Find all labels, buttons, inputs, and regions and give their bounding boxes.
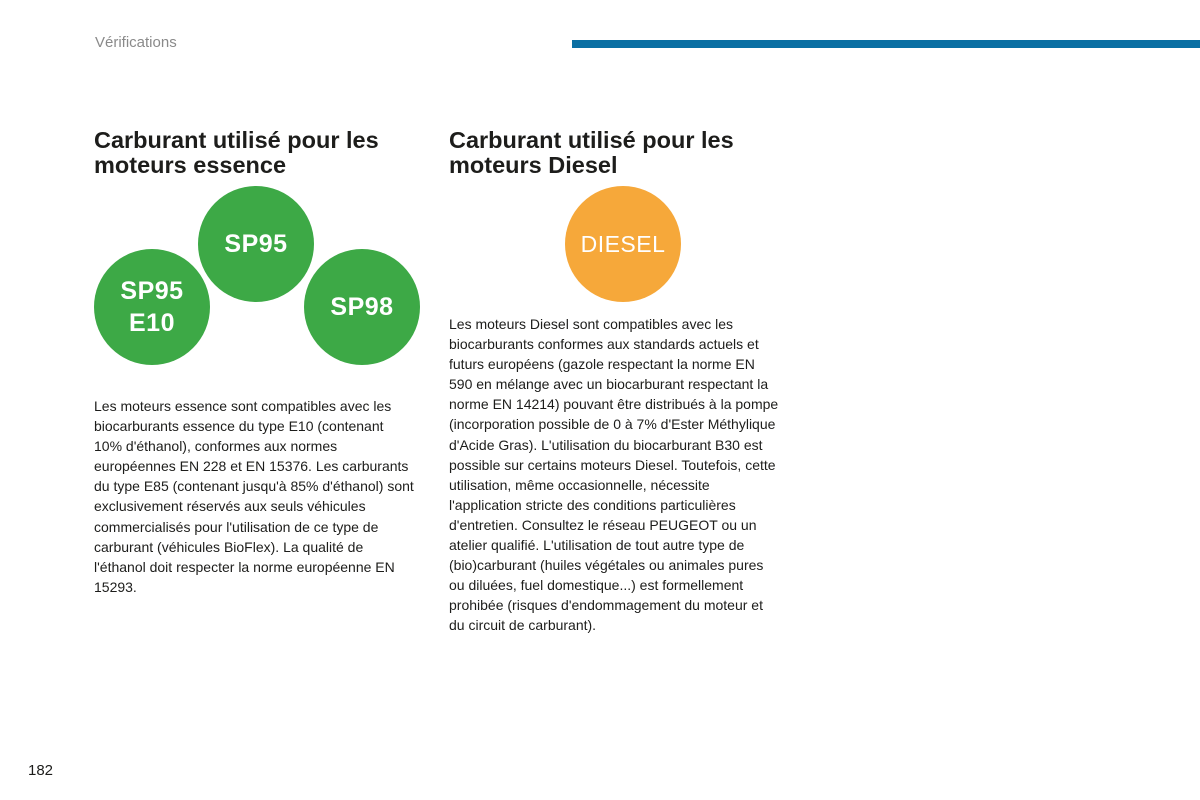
petrol-fuel-text: Les moteurs essence sont compatibles avec les biocarburants essence du type E10 (contenant 10% d'éthanol), conformes aux normes européennes EN 228 et EN 15376. Les carburants du type E85 (contenant jusqu'à 85% d'éthanol) sont exclusivement réservés aux seuls véhicules commercialisés pour l'utilisation de ce type de carburant (véhicules BioFlex). La qualité de l'éthanol doit respecter la norme européenne EN 15293. (94, 398, 414, 595)
diesel-label: DIESEL (580, 230, 666, 257)
diesel-fuel-heading: Carburant utilisé pour les moteurs Diesel (449, 127, 734, 178)
header-bar (572, 40, 1200, 48)
diesel-fuel-text: Les moteurs Diesel sont compatibles avec les biocarburants conformes aux standards actuels et futurs européens (gazole respectant la norme EN 590 en mélange avec un biocarburant respectant la norme EN 14214) pouvant être distribués à la pompe (incorporation possible de 0 à 7% d'Ester Méthylique d'Acide Gras). L'utilisation du biocarburant B30 est possible sur certains moteurs Diesel. Toutefois, cette utilisation, même occasionnelle, nécessite l'application stricte des conditions particulières d'entretien. Consultez le réseau PEUGEOT ou un atelier qualifié. L'utilisation de tout autre type de (bio)carburant (huiles végétales ou animales pures ou diluées, fuel domestique...) est formellement prohibée (risques d'endommagement du moteur et du circuit de carburant). (449, 316, 779, 634)
page-number: 182 (28, 762, 54, 779)
diesel-fuel-badges (449, 186, 779, 302)
diesel-badge (565, 186, 681, 302)
sp95-e10-label: SP95 E10 (120, 277, 184, 337)
sp98-label: SP98 (330, 293, 394, 321)
petrol-fuel-column (94, 128, 424, 597)
petrol-fuel-heading: Carburant utilisé pour les moteurs essence (94, 127, 379, 178)
sp95-label: SP95 (224, 230, 288, 258)
petrol-fuel-badges (94, 186, 424, 370)
diesel-fuel-column (449, 128, 779, 636)
sp95-e10-badge (94, 249, 210, 365)
sp98-badge (304, 249, 420, 365)
sp95-badge (198, 186, 314, 302)
section-title: Vérifications (95, 34, 177, 51)
